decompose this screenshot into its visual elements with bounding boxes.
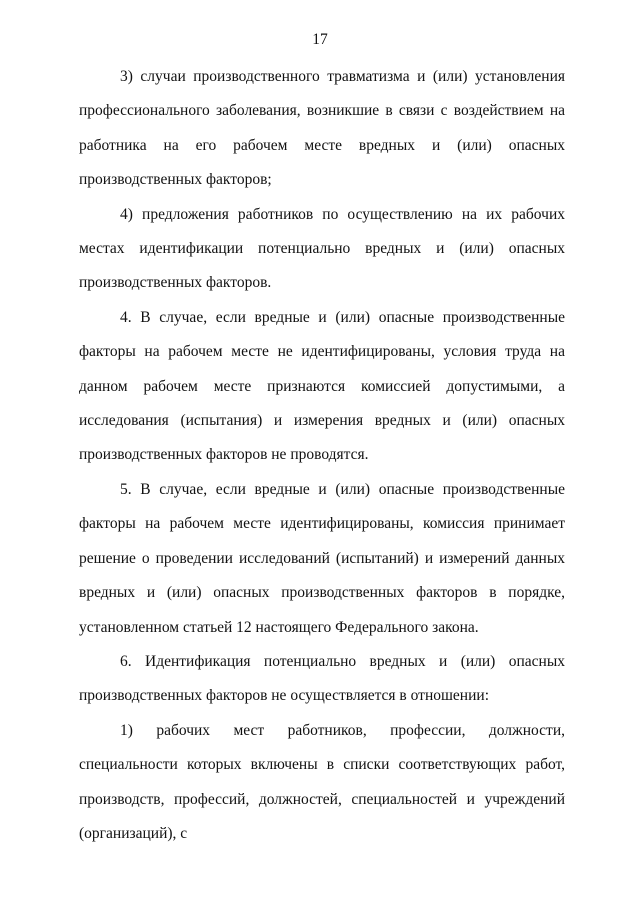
paragraph-section-4: 4. В случае, если вредные и (или) опасные производственные факторы на рабочем месте не идентифицированы, условия труда на данном рабочем месте признаются комиссией допустимыми, а исследования (испытания) и измерения вредных и (или) опасных производственных факторов не проводятся. (79, 308, 565, 464)
paragraph-item-1-workplaces: 1) рабочих мест работников, профессии, должности, специальности которых включены в списки соответствующих работ, производств, профессий, должностей, специальностей и учреждений (организаций), с (79, 721, 565, 842)
paragraph-section-5: 5. В случае, если вредные и (или) опасные производственные факторы на рабочем месте идентифицированы, комиссия принимает решение о проведении исследований (испытаний) и измерений данных вредных и (или) опасных производственных факторов в порядке, установленном статьей 12 настоящего Федерального закона. (79, 480, 565, 636)
paragraph-section-6: 6. Идентификация потенциально вредных и (или) опасных производственных факторов не осуществляется в отношении: (79, 652, 565, 705)
paragraph-item-4-proposals: 4) предложения работников по осуществлению на их рабочих местах идентификации потенциально вредных и (или) опасных производственных факторов. (79, 205, 565, 292)
document-body (79, 60, 565, 851)
paragraph-item-3-cases: 3) случаи производственного травматизма и (или) установления профессионального заболевания, возникшие в связи с воздействием на работника на его рабочем месте вредных и (или) опасных производственных факторов; (79, 68, 565, 189)
page-number: 17 (312, 31, 328, 48)
